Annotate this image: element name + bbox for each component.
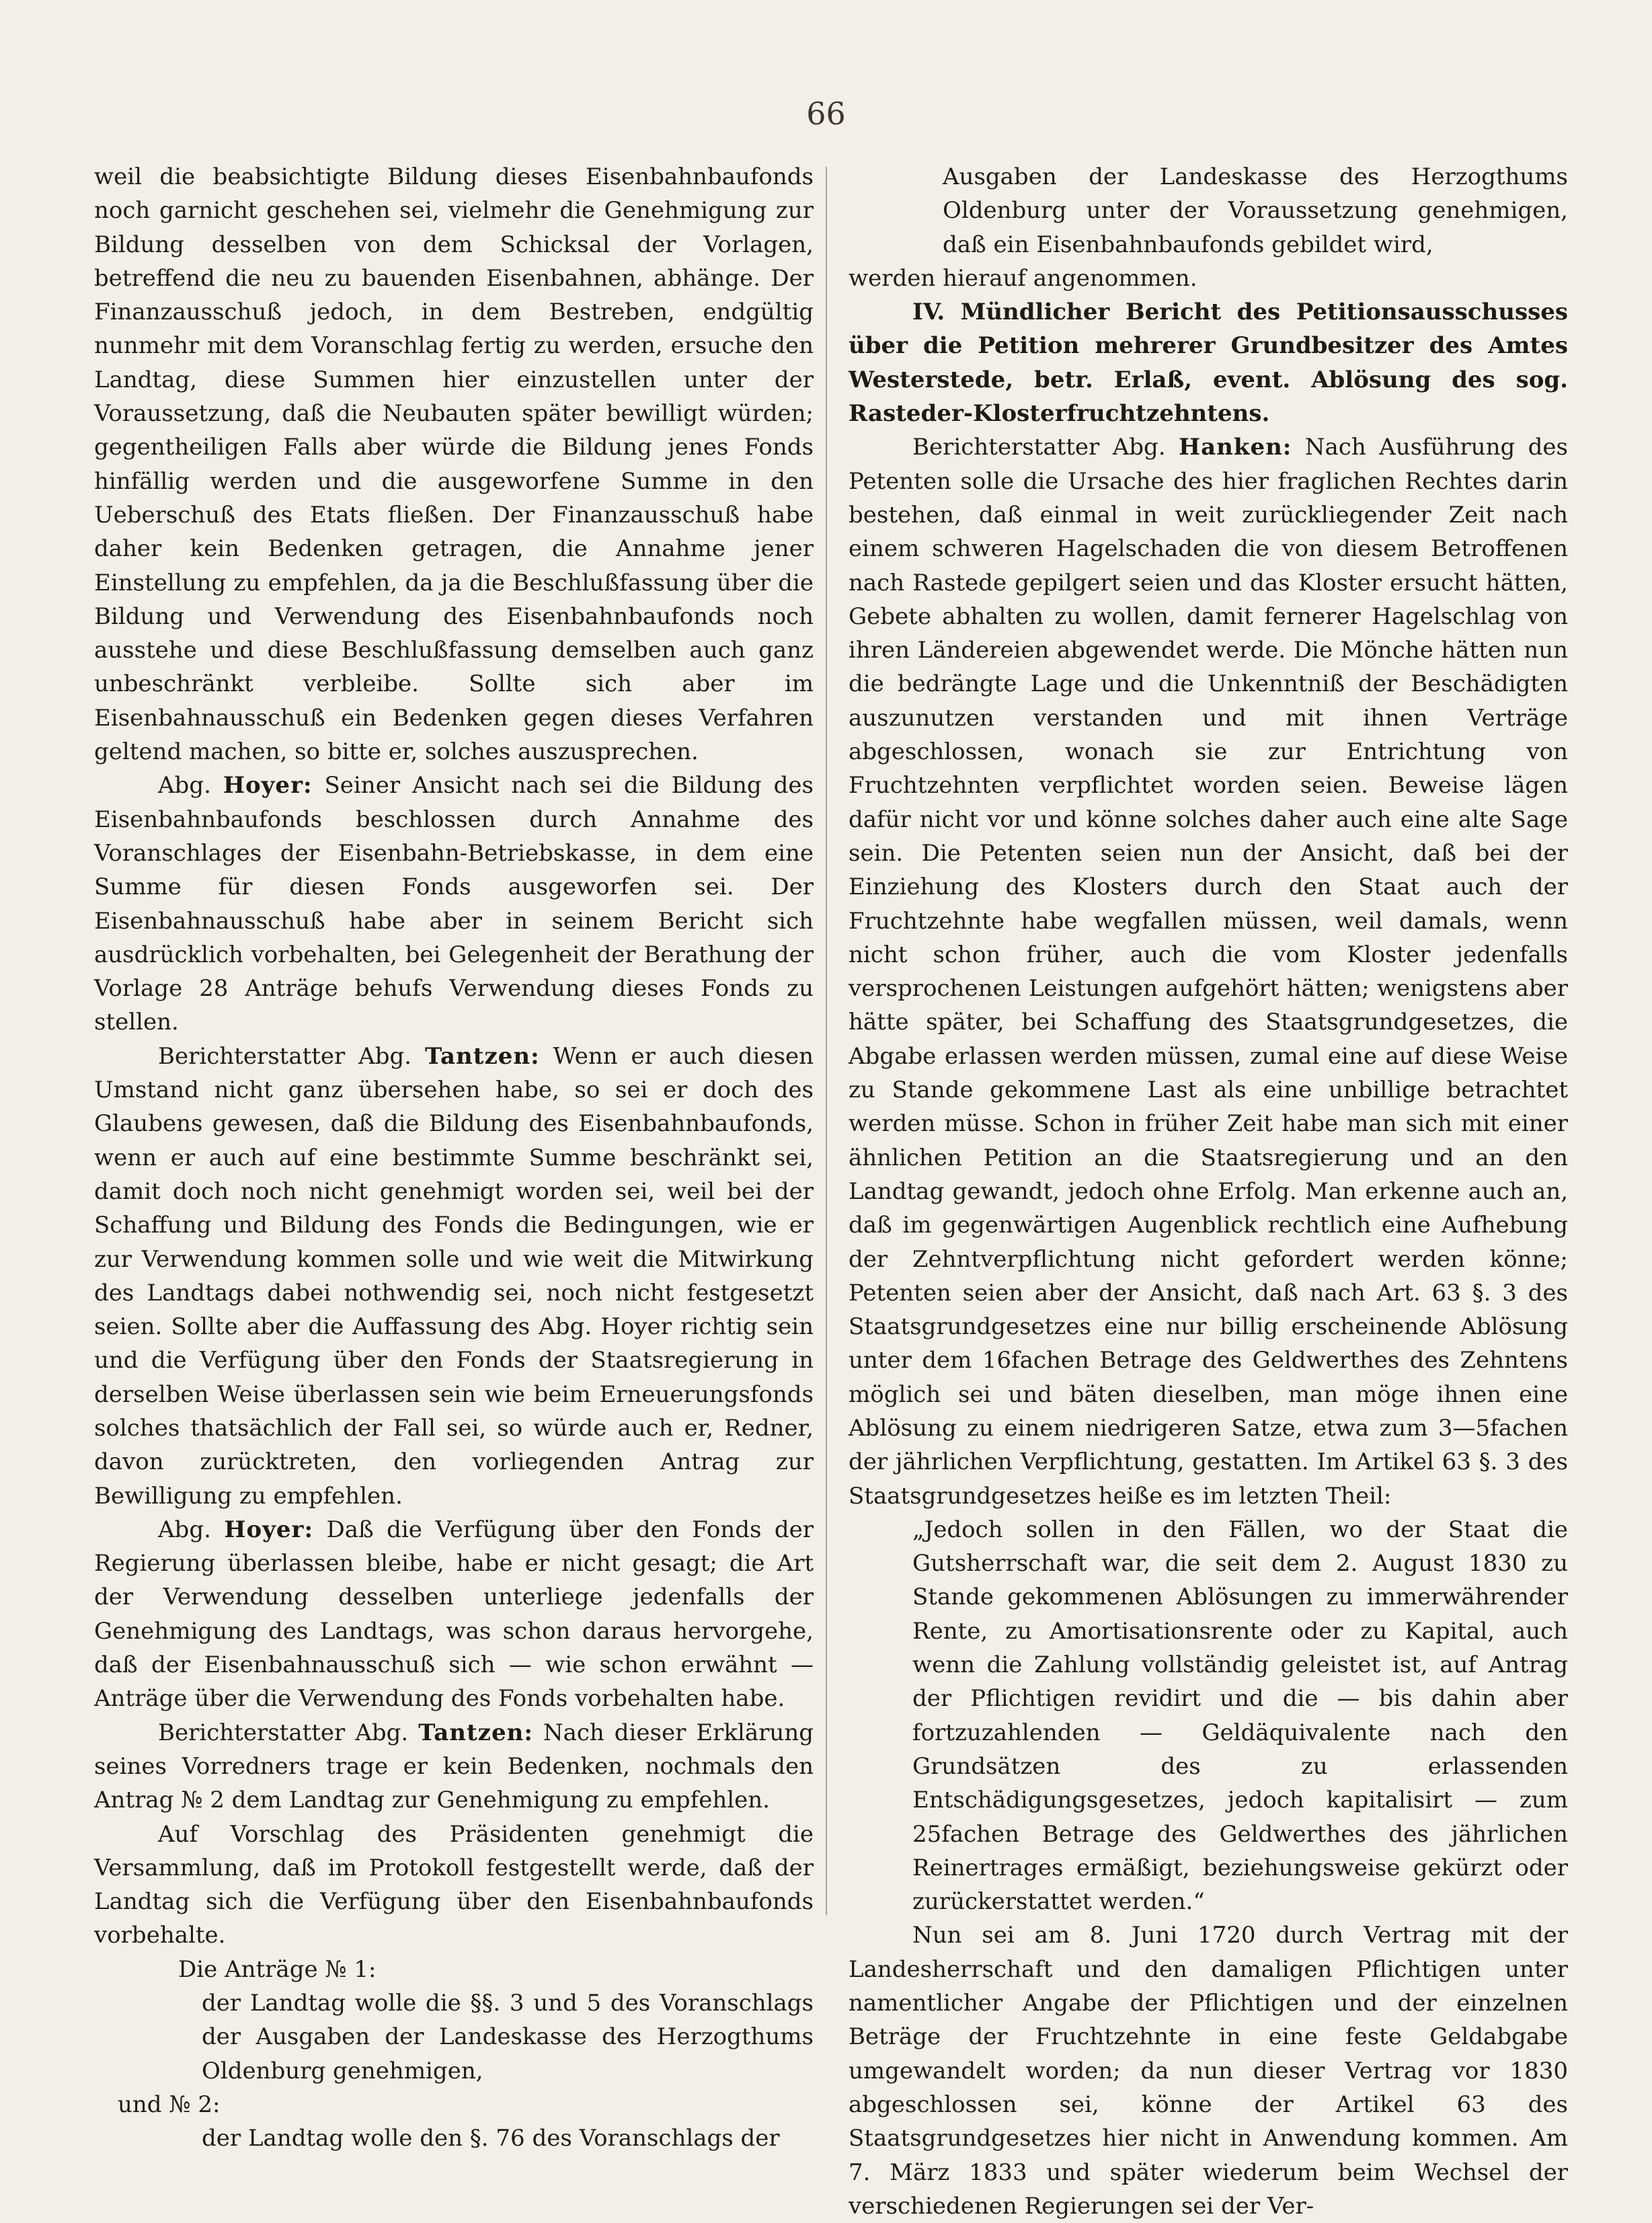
page-number: 66 [806, 95, 846, 132]
paragraph-text: Seiner Ansicht nach sei die Bildung des Eisenbahnbaufonds beschlossen durch Annahme des Voranschlages der Eisenbahn-Betriebskasse, in dem eine Summe für diesen Fonds ausgeworfen sei. Der Eisenbahnausschuß habe aber in seinem Bericht sich ausdrücklich vorbehalten, bei Gelegenheit der Berathung der Vorlage 28 Anträge behufs Verwendung dieses Fonds zu stellen. [94, 772, 814, 1036]
motion-label: und № 2: [118, 2091, 221, 2118]
speaker-name: Tantzen: [424, 1042, 540, 1070]
paragraph [94, 769, 814, 1039]
speaker-name: Hoyer: [223, 772, 313, 800]
right-column [849, 160, 1568, 2223]
quotation: „Jedoch sollen in den Fällen, wo der Staat die Gutsherrschaft war, die seit dem 2. August 1830 zu Stande gekommenen Ablösungen zu immerwährender Rente, zu Amortisationsrente oder zu Kapital, auch wenn die Zahlung vollständig geleistet ist, auf Antrag der Pflichtigen revidirt und die — bis dahin aber fortzuzahlenden — Geldäquivalente nach den Grundsätzen des zu erlassenden Entschädigungsgesetzes, jedoch kapitalisirt — zum 25fachen Betrage des Geldwerthes des jährlichen Reinertrages ermäßigt, beziehungsweise gekürzt oder zurückerstattet werden.“ [912, 1516, 1568, 1916]
motion-text: der Landtag wolle den §. 76 des Voranschlags der [202, 2125, 780, 2152]
column-divider [826, 167, 827, 1915]
paragraph [849, 430, 1568, 1513]
paragraph: Nun sei am 8. Juni 1720 durch Vertrag mit der Landesherrschaft und den damaligen Pflichtigen unter namentlicher Angabe der Pflichtigen und der einzelnen Beträge der Fruchtzehnte in eine feste Geldabgabe umgewandelt worden; da nun dieser Vertrag vor 1830 abgeschlossen sei, könne der Artikel 63 des Staatsgrundgesetzes hier nicht in Anwendung kommen. Am 7. März 1833 und später wiederum beim Wechsel der verschiedenen Regierungen sei der Ver- [849, 1922, 1568, 2220]
paragraph [94, 1040, 814, 1513]
speaker-name: Tantzen: [418, 1719, 533, 1746]
speaker-name: Hoyer: [224, 1516, 313, 1543]
speaker-name: Hanken: [1179, 434, 1292, 461]
paragraph-text: Daß die Verfügung über den Fonds der Regierung überlassen bleibe, habe er nicht gesagt; die Art der Verwendung desselben unterliege jedenfalls der Genehmigung des Landtags, was schon daraus hervorgehe, daß der Eisenbahnausschuß sich — wie schon erwähnt — Anträge über die Verwendung des Fonds vorbehalten habe. [94, 1516, 814, 1713]
paragraph [94, 1716, 814, 1818]
paragraph-lead: Berichterstatter Abg. [912, 434, 1179, 461]
paragraph: werden hierauf angenommen. [849, 264, 1197, 292]
paragraph-text: Wenn er auch diesen Umstand nicht ganz übersehen habe, so sei er doch des Glaubens gewesen, daß die Bildung des Eisenbahnbaufonds, wenn er auch auf eine bestimmte Summe beschränkt sei, damit doch noch nicht genehmigt worden sei, weil bei der Schaffung und Bildung des Fonds die Bedingungen, wie er zur Verwendung kommen solle und wie weit die Mitwirkung des Landtags dabei nothwendig sei, noch nicht festgesetzt seien. Sollte aber die Auffassung des Abg. Hoyer richtig sein und die Verfügung über den Fonds der Staatsregierung in derselben Weise überlassen sein wie beim Erneuerungsfonds solches thatsächlich der Fall sei, so würde auch er, Redner, davon zurücktreten, den vorliegenden Antrag zur Bewilligung zu empfehlen. [94, 1042, 814, 1510]
paragraph [94, 1513, 814, 1716]
paragraph-lead: Berichterstatter Abg. [158, 1042, 425, 1070]
paragraph-lead: Berichterstatter Abg. [158, 1719, 419, 1746]
paragraph-text: Nach dieser Erklärung seines Vorredners trage er kein Bedenken, nochmals den Antrag № 2 dem Landtag zur Genehmigung zu empfehlen. [94, 1719, 814, 1814]
section-heading: IV. Mündlicher Bericht des Petitionsausschusses über die Petition mehrerer Grundbesitzer des Amtes Westerstede, betr. Erlaß, event. Ablösung des sog. Rasteder-Klosterfruchtzehntens. [849, 299, 1568, 428]
motion-text: Ausgaben der Landeskasse des Herzogthums Oldenburg unter der Voraussetzung genehmigen, daß ein Eisenbahnbaufonds gebildet wird, [943, 163, 1568, 258]
paragraph-lead: Abg. [158, 772, 223, 800]
paragraph: weil die beabsichtigte Bildung dieses Eisenbahnbaufonds noch garnicht geschehen sei, vielmehr die Genehmigung zur Bildung desselben von dem Schicksal der Vorlagen, betreffend die neu zu bauenden Eisenbahnen, abhänge. Der Finanzausschuß jedoch, in dem Bestreben, endgültig nunmehr mit dem Voranschlag fertig zu werden, ersuche den Landtag, diese Summen hier einzustellen unter der Voraussetzung, daß die Neubauten später bewilligt würden; gegentheiligen Falls aber würde die Bildung jenes Fonds hinfällig werden und die ausgeworfene Summe in den Ueberschuß des Etats fließen. Der Finanzausschuß habe daher kein Bedenken getragen, die Annahme jener Einstellung zu empfehlen, da ja die Beschlußfassung über die Bildung und Verwendung des Eisenbahnbaufonds noch ausstehe und diese Beschlußfassung demselben auch ganz unbeschränkt verbleibe. Sollte sich aber im Eisenbahnausschuß ein Bedenken gegen dieses Verfahren geltend machen, so bitte er, solches auszusprechen. [94, 163, 814, 766]
paragraph: Auf Vorschlag des Präsidenten genehmigt die Versammlung, daß im Protokoll festgestellt werde, daß der Landtag sich die Verfügung über den Eisenbahnbaufonds vorbehalte. [94, 1820, 814, 1949]
left-column [94, 160, 814, 2156]
motion-label: Die Anträge № 1: [178, 1955, 377, 1983]
paragraph-text: Nach Ausführung des Petenten solle die Ursache des hier fraglichen Rechtes darin bestehen, daß einmal in weit zurückliegender Zeit nach einem schweren Hagelschaden die von diesem Betroffenen nach Rastede gepilgert seien und das Kloster ersucht hätten, Gebete abhalten zu wollen, damit fernerer Hagelschlag von ihren Ländereien abgewendet werde. Die Mönche hätten nun die bedrängte Lage und die Unkenntniß der Beschädigten auszunutzen verstanden und mit ihnen Verträge abgeschlossen, wonach sie zur Entrichtung von Fruchtzehnten verpflichtet worden seien. Beweise lägen dafür nicht vor und könne solches daher auch eine alte Sage sein. Die Petenten seien nun der Ansicht, daß bei der Einziehung des Klosters durch den Staat auch der Fruchtzehnte habe wegfallen müssen, weil damals, wenn nicht schon früher, auch die vom Kloster jedenfalls versprochenen Leistungen aufgehört hätten; wenigstens aber hätte später, bei Schaffung des Staatsgrundgesetzes, die Abgabe erlassen werden müssen, zumal eine auf diese Weise zu Stande gekommene Last als eine unbillige betrachtet werden müsse. Schon in früher Zeit habe man sich mit einer ähnlichen Petition an die Staatsregierung und an den Landtag gewandt, jedoch ohne Erfolg. Man erkenne auch an, daß im gegenwärtigen Augenblick rechtlich eine Aufhebung der Zehntverpflichtung nicht gefordert werden könne; Petenten seien aber der Ansicht, daß nach Art. 63 §. 3 des Staatsgrundgesetzes eine nur billig erscheinende Ablösung unter dem 16fachen Betrage des Geldwerthes des Zehntens möglich sei und bäten dieselben, man möge ihnen eine Ablösung zu einem niedrigeren Satze, etwa zum 3—5fachen der jährlichen Verpflichtung, gestatten. Im Artikel 63 §. 3 des Staatsgrundgesetzes heiße es im letzten Theil: [849, 434, 1568, 1510]
motion-text: der Landtag wolle die §§. 3 und 5 des Voranschlags der Ausgaben der Landeskasse des Herzogthums Oldenburg genehmigen, [202, 1990, 814, 2084]
paragraph-lead: Abg. [158, 1516, 225, 1543]
